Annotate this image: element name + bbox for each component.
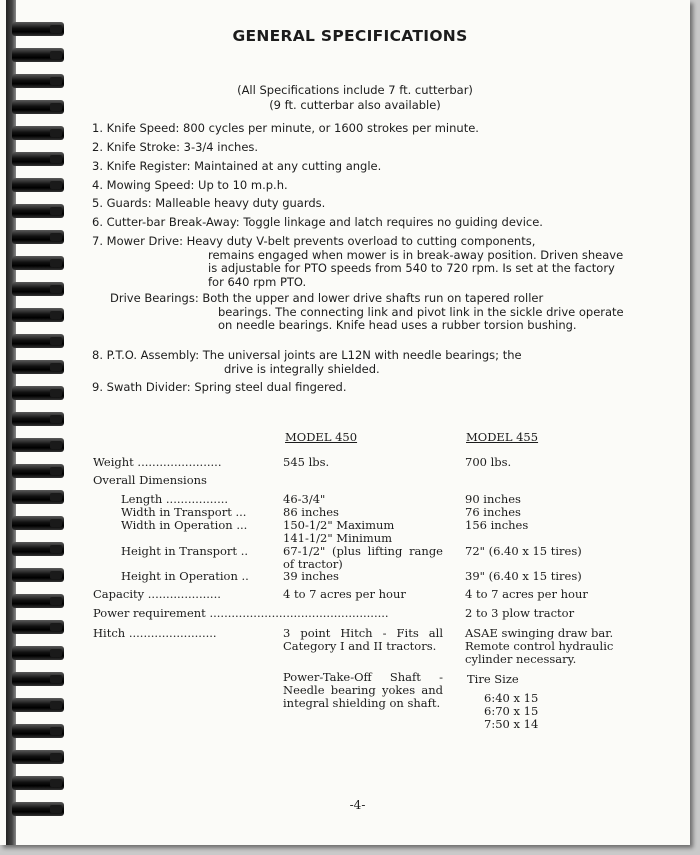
row-label-hitch: Hitch ........................	[93, 626, 217, 640]
cell-450-length: 46-3/4"	[283, 492, 326, 506]
cell-450-hitch: 3 point Hitch - Fits all Category I and II tractors.	[283, 626, 443, 653]
binding-ring	[12, 646, 64, 660]
row-label-capacity: Capacity ....................	[93, 587, 221, 601]
spec-note-cutterbar: (All Specifications include 7 ft. cutterbar)	[237, 83, 473, 97]
spec-item-drive-bearings: Drive Bearings: Both the upper and lower drive shafts run on tapered roller bearings. The connecting link and pivot link in the sickle drive operate on needle bearings. Knife head uses a rubber torsion bushing.	[110, 291, 624, 332]
binding-ring	[12, 724, 64, 738]
model-455-header: MODEL 455	[466, 430, 539, 444]
cell-450-height-transport: 67-1/2" (plus lifting range of tractor)	[283, 544, 443, 571]
row-label-height-operation: Height in Operation ..	[121, 569, 249, 583]
row-label-weight: Weight .......................	[93, 455, 222, 469]
model-450-header: MODEL 450	[285, 430, 358, 444]
row-label-power-requirement: Power requirement .................................................	[93, 606, 389, 620]
spec-item-pto-assembly: 8. P.T.O. Assembly: The universal joints are L12N with needle bearings; the drive is integrally shielded.	[92, 348, 522, 376]
binding-ring	[12, 152, 64, 166]
binding-ring	[12, 516, 64, 530]
binding-ring	[12, 750, 64, 764]
cell-450-width-transport: 86 inches	[283, 505, 339, 519]
row-label-overall-dimensions: Overall Dimensions	[93, 473, 207, 487]
binding-ring	[12, 256, 64, 270]
binding-ring	[12, 204, 64, 218]
binding-ring	[12, 594, 64, 608]
spec-item: 4. Mowing Speed: Up to 10 m.p.h.	[92, 178, 288, 192]
spec-item-mower-drive: 7. Mower Drive: Heavy duty V-belt prevents overload to cutting components, remains engaged when mower is in break-away position. Driven sheave is adjustable for PTO speeds from 540 to 720 rpm. Is set at the factory for 640 rpm PTO.	[92, 234, 624, 289]
cell-455-width-transport: 76 inches	[465, 505, 521, 519]
tire-size-header: Tire Size	[467, 672, 519, 686]
cell-450-height-operation: 39 inches	[283, 569, 339, 583]
binding-ring	[12, 698, 64, 712]
binding-ring	[12, 386, 64, 400]
binding-ring	[12, 178, 64, 192]
cell-455-height-transport: 72" (6.40 x 15 tires)	[465, 544, 582, 558]
spec-item: 2. Knife Stroke: 3-3/4 inches.	[92, 140, 259, 154]
binding-ring	[12, 230, 64, 244]
binding-ring	[12, 438, 64, 452]
row-label-height-transport: Height in Transport ..	[121, 544, 248, 558]
cell-455-hitch: ASAE swinging draw bar. Remote control hydraulic cylinder necessary.	[465, 626, 614, 666]
page-number: -4-	[349, 798, 366, 812]
tire-size-item: 6:40 x 15	[484, 691, 539, 705]
page-title: GENERAL SPECIFICATIONS	[232, 27, 468, 45]
cell-455-power-requirement: 2 to 3 plow tractor	[465, 606, 575, 620]
binding-ring	[12, 282, 64, 296]
spec-item: 1. Knife Speed: 800 cycles per minute, or 1600 strokes per minute.	[92, 121, 479, 135]
binding-ring	[12, 672, 64, 686]
cell-450-width-operation-min: 141-1/2" Minimum	[283, 531, 393, 545]
row-label-length: Length .................	[121, 492, 229, 506]
binding-ring	[12, 776, 64, 790]
spiral-binding	[0, 0, 74, 845]
binding-ring	[12, 48, 64, 62]
row-label-width-transport: Width in Transport ...	[121, 505, 247, 519]
cell-450-capacity: 4 to 7 acres per hour	[283, 587, 406, 601]
binding-ring	[12, 568, 64, 582]
cell-450-weight: 545 lbs.	[283, 455, 330, 469]
spec-item: 6. Cutter-bar Break-Away: Toggle linkage and latch requires no guiding device.	[92, 215, 543, 229]
binding-ring	[12, 542, 64, 556]
row-label-width-operation: Width in Operation ...	[121, 518, 248, 532]
binding-ring	[12, 412, 64, 426]
cell-455-length: 90 inches	[465, 492, 521, 506]
spec-item: 3. Knife Register: Maintained at any cutting angle.	[92, 159, 382, 173]
binding-ring	[12, 334, 64, 348]
binding-ring	[12, 620, 64, 634]
cell-450-width-operation-max: 150-1/2" Maximum	[283, 518, 395, 532]
binding-ring	[12, 308, 64, 322]
cell-455-capacity: 4 to 7 acres per hour	[465, 587, 588, 601]
spec-note-alternate: (9 ft. cutterbar also available)	[269, 98, 441, 112]
spec-item: 5. Guards: Malleable heavy duty guards.	[92, 196, 326, 210]
tire-size-item: 7:50 x 14	[484, 717, 539, 731]
cell-455-width-operation: 156 inches	[465, 518, 529, 532]
binding-ring	[12, 126, 64, 140]
cell-450-pto-shaft: Power-Take-Off Shaft - Needle bearing yokes and integral shielding on shaft.	[283, 670, 443, 710]
tire-size-item: 6:70 x 15	[484, 704, 539, 718]
cell-455-weight: 700 lbs.	[465, 455, 512, 469]
binding-ring	[12, 360, 64, 374]
cell-455-height-operation: 39" (6.40 x 15 tires)	[465, 569, 582, 583]
spec-item: 9. Swath Divider: Spring steel dual fingered.	[92, 380, 347, 394]
binding-ring	[12, 464, 64, 478]
binding-ring	[12, 490, 64, 504]
